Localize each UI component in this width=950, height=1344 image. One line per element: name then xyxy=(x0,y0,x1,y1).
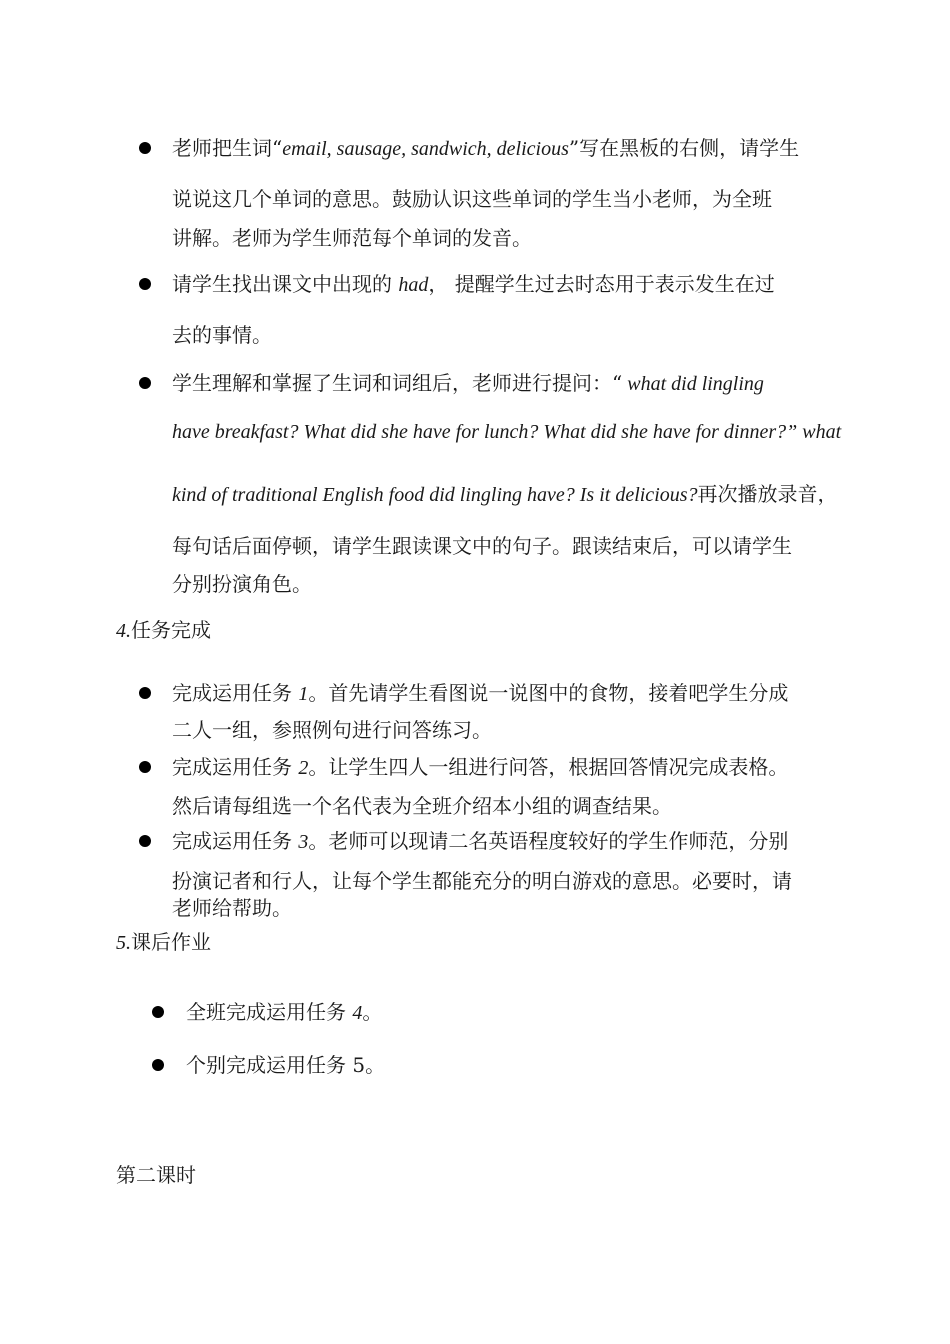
section-title: 课后作业 xyxy=(131,930,211,954)
paragraph-line: 说说这几个单词的意思。鼓励认识这些单词的学生当小老师，为全班 xyxy=(172,187,772,211)
bullet-icon xyxy=(139,377,151,389)
english-question: have breakfast? What did she have for lunch? What did she have for dinner?” what xyxy=(172,421,842,443)
text: 。老师可以现请二名英语程度较好的学生作师范，分别 xyxy=(308,829,789,853)
paragraph-line xyxy=(172,681,788,706)
text: ， 提醒学生过去时态用于表示发生在过 xyxy=(428,272,775,296)
text: 请学生找出课文中出现的 xyxy=(172,272,399,296)
paragraph-line: 老师给帮助。 xyxy=(172,896,292,920)
english-question: what did lingling xyxy=(622,373,764,395)
text: 完成运用任务 xyxy=(172,829,299,853)
paragraph-line xyxy=(172,755,788,780)
bullet-icon xyxy=(139,142,151,154)
paragraph-line: 个别完成运用任务 5。 xyxy=(186,1053,386,1077)
paragraph-line xyxy=(186,1000,382,1025)
paragraph-line: 然后请每组选一个名代表为全班介绍本小组的调查结果。 xyxy=(172,794,672,818)
english-question: kind of traditional English food did lingling have? Is it delicious? xyxy=(172,484,698,506)
vocab-words: email, sausage, sandwich, delicious xyxy=(282,138,569,160)
section-number: 4. xyxy=(116,620,131,642)
text: 全班完成运用任务 xyxy=(186,1000,353,1024)
paragraph-line: 二人一组，参照例句进行问答练习。 xyxy=(172,718,492,742)
text: 再次播放录音， xyxy=(697,482,838,506)
paragraph-line xyxy=(172,482,838,507)
paragraph-line xyxy=(172,829,788,854)
paragraph-line: 去的事情。 xyxy=(172,323,272,347)
paragraph-line: 每句话后面停顿，请学生跟读课文中的句子。跟读结束后，可以请学生 xyxy=(172,534,792,558)
section-title: 任务完成 xyxy=(131,618,211,642)
lesson-heading: 第二课时 xyxy=(116,1163,196,1187)
keyword: had xyxy=(398,274,429,296)
text: 完成运用任务 xyxy=(172,755,299,779)
bullet-icon xyxy=(139,687,151,699)
text: 完成运用任务 xyxy=(172,681,299,705)
paragraph-line xyxy=(172,136,799,161)
paragraph-line: 扮演记者和行人，让每个学生都能充分的明白游戏的意思。必要时，请 xyxy=(172,869,792,893)
bullet-icon xyxy=(152,1006,164,1018)
text: 。 xyxy=(362,1000,383,1024)
paragraph-line xyxy=(172,272,775,297)
text: ”写在黑板的右侧，请学生 xyxy=(568,136,800,160)
text: 老师把生词“ xyxy=(172,136,283,160)
task-number: 1 xyxy=(298,683,309,705)
text: 学生理解和掌握了生词和词组后，老师进行提问：“ xyxy=(172,371,623,395)
task-number: 4 xyxy=(352,1002,363,1024)
bullet-icon xyxy=(139,835,151,847)
section-heading xyxy=(116,930,211,955)
bullet-icon xyxy=(152,1059,164,1071)
section-number: 5. xyxy=(116,932,131,954)
paragraph-line: 讲解。老师为学生师范每个单词的发音。 xyxy=(172,226,532,250)
bullet-icon xyxy=(139,761,151,773)
paragraph-line xyxy=(172,371,764,396)
task-number: 2 xyxy=(298,757,309,779)
bullet-icon xyxy=(139,278,151,290)
task-number: 3 xyxy=(298,831,309,853)
text: 。让学生四人一组进行问答，根据回答情况完成表格。 xyxy=(308,755,789,779)
text: 。首先请学生看图说一说图中的食物，接着吧学生分成 xyxy=(308,681,789,705)
section-heading xyxy=(116,618,211,643)
paragraph-line: 分别扮演角色。 xyxy=(172,572,312,596)
